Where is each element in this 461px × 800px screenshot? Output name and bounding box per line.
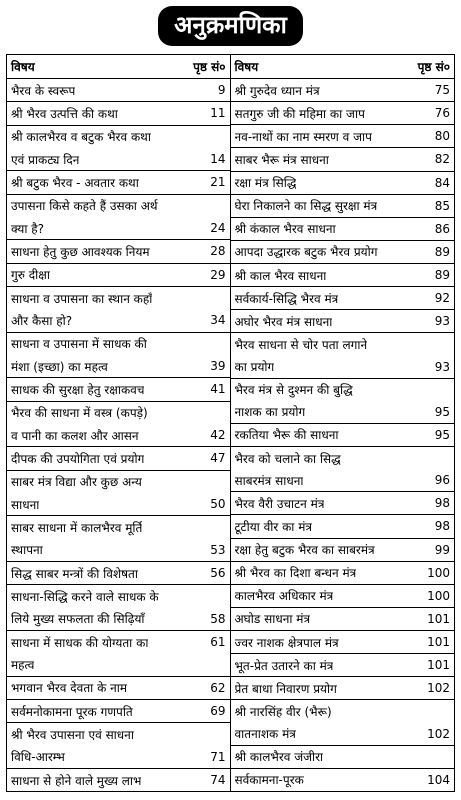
toc-entry <box>7 171 230 194</box>
toc-entry-title: अघोर भैरव मंत्र साधना <box>234 314 333 329</box>
toc-entry-title: घेरा निकालने का सिद्ध सुरक्षा मंत्र <box>234 199 378 214</box>
toc-entry-title: साबर भैरू मंत्र साधना <box>234 152 329 167</box>
toc-entry <box>7 264 230 287</box>
table-of-contents <box>6 54 455 792</box>
toc-entry <box>231 125 455 148</box>
toc-entry-title: सिद्ध साबर मन्त्रों की विशेषता <box>11 566 139 581</box>
toc-entry <box>7 562 230 585</box>
toc-entry <box>231 700 455 722</box>
toc-entry <box>7 471 230 493</box>
toc-entry-page: 104 <box>427 772 450 787</box>
toc-entry-page: 89 <box>434 244 450 259</box>
toc-entry <box>231 264 455 287</box>
toc-entry-page: 39 <box>210 359 226 374</box>
toc-entry-title: आपदा उद्धारक बटुक भैरव प्रयोग <box>234 245 378 260</box>
toc-entry-page: 62 <box>210 680 226 695</box>
toc-entry-title: भैरव वैरी उचाटन मंत्र <box>234 496 325 511</box>
toc-entry-title: रक्षा हेतु बटुक भैरव का साबरमंत्र <box>234 543 375 558</box>
toc-entry-page: 101 <box>427 658 450 673</box>
toc-right-column <box>231 55 455 791</box>
toc-entry-page: 82 <box>434 152 450 167</box>
toc-entry <box>7 723 230 745</box>
title-banner <box>0 6 461 48</box>
toc-entry <box>7 148 230 171</box>
toc-entry-title: साबरमंत्र साधना <box>234 473 304 488</box>
toc-entry-page: 98 <box>434 519 450 534</box>
toc-entry-title: श्री कंकाल भैरव साधना <box>234 222 336 237</box>
toc-entry <box>7 240 230 263</box>
toc-header-right <box>231 55 455 79</box>
toc-entry-title: भैरव की साधना में वस्त्र (कपड़े) <box>11 406 148 421</box>
toc-entry-title: श्री भैरव उपासना एवं साधना <box>11 727 134 742</box>
toc-entry-title: ज्वर नाशक क्षेत्रपाल मंत्र <box>234 635 339 650</box>
toc-entry <box>231 608 455 631</box>
toc-entry-title: क्या है? <box>11 221 45 236</box>
toc-entry-title: साधना <box>11 497 40 512</box>
toc-entry-title: प्रेत बाधा निवारण प्रयोग <box>234 681 337 696</box>
toc-entry <box>231 102 455 125</box>
toc-entry-title: साधना हेतु कुछ आवश्यक नियम <box>11 244 150 259</box>
toc-entry-title: सतगुरु जी की महिमा का जाप <box>234 106 365 121</box>
toc-entry-page: 14 <box>210 152 226 167</box>
toc-right-rows <box>231 79 455 791</box>
toc-entry-page: 84 <box>434 175 450 190</box>
toc-entry-title: भैरव साधना से चोर पता लगाने <box>234 337 368 352</box>
toc-entry-title: साधक की सुरक्षा हेतु रक्षाकवच <box>11 382 145 397</box>
toc-entry-title: साधना-सिद्धि करने वाले साधक के <box>11 589 159 604</box>
toc-entry <box>231 356 455 379</box>
toc-entry-page: 80 <box>434 129 450 144</box>
toc-entry <box>7 402 230 424</box>
toc-entry <box>7 309 230 332</box>
toc-entry-title: उपासना किसे कहते हैं उसका अर्थ <box>11 199 158 214</box>
toc-entry-title: मंशा (इच्छा) का महत्व <box>11 359 108 374</box>
toc-entry <box>231 310 455 333</box>
toc-entry <box>231 195 455 218</box>
toc-entry <box>7 333 230 355</box>
toc-entry-page: 92 <box>434 291 450 306</box>
toc-entry <box>231 746 455 769</box>
page-header: पृष्ठ सं० <box>193 60 226 74</box>
toc-entry-page: 93 <box>434 359 450 374</box>
toc-entry <box>231 492 455 515</box>
toc-entry-page: 24 <box>210 221 226 236</box>
toc-entry-page: 100 <box>427 588 450 603</box>
toc-entry <box>7 424 230 447</box>
toc-entry-title: और कैसा हो? <box>11 313 73 328</box>
toc-entry-page: 98 <box>434 496 450 511</box>
toc-entry <box>7 769 230 791</box>
toc-entry <box>231 79 455 102</box>
toc-entry <box>231 723 455 746</box>
subject-header: विषय <box>11 60 35 74</box>
toc-entry-title: रकतिया भैरू की साधना <box>234 428 339 443</box>
toc-entry <box>7 700 230 723</box>
toc-entry-title: श्री काल भैरव साधना <box>234 268 327 283</box>
toc-entry <box>7 516 230 538</box>
toc-entry <box>7 653 230 676</box>
toc-header-left <box>7 55 230 79</box>
toc-entry-page: 69 <box>210 704 226 719</box>
toc-entry <box>231 515 455 538</box>
toc-left-column <box>7 55 231 791</box>
toc-entry-page: 95 <box>434 427 450 442</box>
toc-entry <box>231 469 455 492</box>
toc-entry-title: अघोड साधना मंत्र <box>234 612 311 627</box>
toc-entry <box>7 493 230 516</box>
toc-entry-page: 95 <box>434 404 450 419</box>
toc-entry <box>7 102 230 125</box>
toc-entry-page: 102 <box>427 681 450 696</box>
toc-entry-title: रक्षा मंत्र सिद्धि <box>234 176 297 191</box>
toc-entry-title: साधना व उपासना का स्थान कहाँ <box>11 291 153 306</box>
toc-entry-title: साधना से होने वाले मुख्य लाभ <box>11 773 142 788</box>
toc-entry-page: 71 <box>210 749 226 764</box>
toc-entry-page: 101 <box>427 611 450 626</box>
page-title: अनुक्रमणिका <box>158 6 303 46</box>
toc-entry <box>231 424 455 447</box>
toc-entry <box>7 126 230 148</box>
subject-header: विषय <box>234 60 259 74</box>
toc-entry <box>231 539 455 562</box>
toc-entry-title: श्री भैरव का दिशा बन्धन मंत्र <box>234 566 357 581</box>
toc-entry-title: श्री भैरव उत्पत्ति की कथा <box>11 106 118 121</box>
toc-entry <box>7 631 230 653</box>
toc-entry-title: श्री बटुक भैरव - अवतार कथा <box>11 175 139 190</box>
toc-entry-title: विधि-आरम्भ <box>11 750 65 765</box>
toc-entry <box>7 746 230 769</box>
toc-entry <box>7 585 230 607</box>
toc-entry-title: साबर मंत्र विद्या और कुछ अन्य <box>11 475 142 490</box>
toc-entry <box>231 677 455 700</box>
toc-entry <box>7 79 230 102</box>
toc-entry-title: साधना में साधक की योग्यता का <box>11 635 149 650</box>
toc-entry-page: 96 <box>434 473 450 488</box>
toc-entry <box>231 585 455 608</box>
toc-entry-title: श्री नारसिंह वीर (भैरू) <box>234 704 332 719</box>
toc-entry <box>7 195 230 217</box>
toc-entry-title: भगवान भैरव देवता के नाम <box>11 681 128 696</box>
toc-entry-page: 75 <box>434 83 450 98</box>
toc-entry-title: नाशक का प्रयोग <box>234 405 306 420</box>
toc-entry <box>231 631 455 654</box>
toc-entry-title: भैरव के स्वरूप <box>11 83 76 98</box>
toc-entry <box>7 539 230 562</box>
toc-left-rows <box>7 79 230 791</box>
toc-entry-title: सर्वमनोकामना पूरक गणपति <box>11 704 133 719</box>
toc-entry <box>7 217 230 240</box>
toc-entry-title: गुरु दीक्षा <box>11 268 50 283</box>
toc-entry <box>231 148 455 171</box>
toc-entry-page: 41 <box>210 382 226 397</box>
toc-entry <box>7 447 230 470</box>
toc-entry-page: 53 <box>210 542 226 557</box>
toc-entry-title: सर्वकामना-पूरक <box>234 773 304 788</box>
toc-entry <box>7 287 230 309</box>
toc-entry-page: 101 <box>427 635 450 650</box>
toc-entry <box>231 333 455 355</box>
toc-entry-title: वातनाशक मंत्र <box>234 727 296 742</box>
toc-entry <box>231 287 455 310</box>
toc-entry-page: 86 <box>434 221 450 236</box>
toc-entry <box>231 447 455 469</box>
toc-entry-page: 11 <box>210 106 226 121</box>
toc-entry-page: 47 <box>210 451 226 466</box>
toc-entry-page: 102 <box>427 726 450 741</box>
toc-entry-title: नव-नाथों का नाम स्मरण व जाप <box>234 129 372 144</box>
toc-entry-title: श्री कालभैरव जंजीरा <box>234 750 324 765</box>
toc-entry-title: एवं प्राकट्य दिन <box>11 152 80 167</box>
toc-entry-title: दीपक की उपयोगिता एवं प्रयोग <box>11 451 145 466</box>
toc-entry-title: टूटीया वीर का मंत्र <box>234 519 313 534</box>
toc-entry <box>231 172 455 195</box>
toc-entry-title: स्थापना <box>11 543 43 558</box>
toc-entry-page: 29 <box>210 267 226 282</box>
toc-entry <box>231 379 455 401</box>
toc-entry-page: 56 <box>210 566 226 581</box>
toc-entry-title: साधना व उपासना में साधक की <box>11 337 147 352</box>
toc-entry-page: 28 <box>210 244 226 259</box>
toc-entry-page: 93 <box>434 314 450 329</box>
toc-entry-page: 61 <box>210 635 226 650</box>
toc-entry-page: 42 <box>210 428 226 443</box>
toc-entry <box>231 401 455 424</box>
toc-entry-title: साबर साधना में कालभैरव मूर्ति <box>11 520 143 535</box>
toc-entry-page: 89 <box>434 268 450 283</box>
toc-entry-page: 100 <box>427 565 450 580</box>
toc-entry-title: भैरव मंत्र से दुश्मन की बुद्धि <box>234 383 353 398</box>
toc-entry-title: का प्रयोग <box>234 360 275 375</box>
toc-entry-page: 76 <box>434 106 450 121</box>
toc-entry <box>7 355 230 378</box>
toc-entry-page: 34 <box>210 313 226 328</box>
toc-entry-title: व पानी का कलश और आसन <box>11 428 139 443</box>
toc-entry <box>7 677 230 700</box>
toc-entry-page: 9 <box>217 83 226 98</box>
toc-entry <box>231 218 455 241</box>
toc-entry-title: लिये मुख्य सफलता की सिढ़ियाँ <box>11 612 145 627</box>
toc-entry <box>7 608 230 631</box>
toc-entry-title: भैरव को चलाने का सिद्ध <box>234 451 341 466</box>
toc-entry-page: 58 <box>210 611 226 626</box>
page-header: पृष्ठ सं० <box>417 60 450 74</box>
toc-entry <box>231 654 455 677</box>
toc-entry-title: कालभैरव अधिकार मंत्र <box>234 589 334 604</box>
toc-entry-title: श्री कालभैरव व बटुक भैरव कथा <box>11 130 151 145</box>
toc-entry-title: महत्व <box>11 657 35 672</box>
toc-entry-title: भूत-प्रेत उतारने का मंत्र <box>234 658 334 673</box>
toc-entry <box>231 769 455 791</box>
toc-entry-page: 50 <box>210 497 226 512</box>
toc-entry <box>7 378 230 401</box>
toc-entry-title: सर्वकार्य-सिद्धि भैरव मंत्र <box>234 291 339 306</box>
toc-entry-page: 85 <box>434 198 450 213</box>
toc-entry <box>231 241 455 264</box>
toc-entry-title: श्री गुरुदेव ध्यान मंत्र <box>234 83 320 98</box>
toc-entry-page: 74 <box>210 773 226 787</box>
toc-entry-page: 21 <box>210 175 226 190</box>
toc-entry-page: 99 <box>434 542 450 557</box>
toc-entry <box>231 562 455 585</box>
